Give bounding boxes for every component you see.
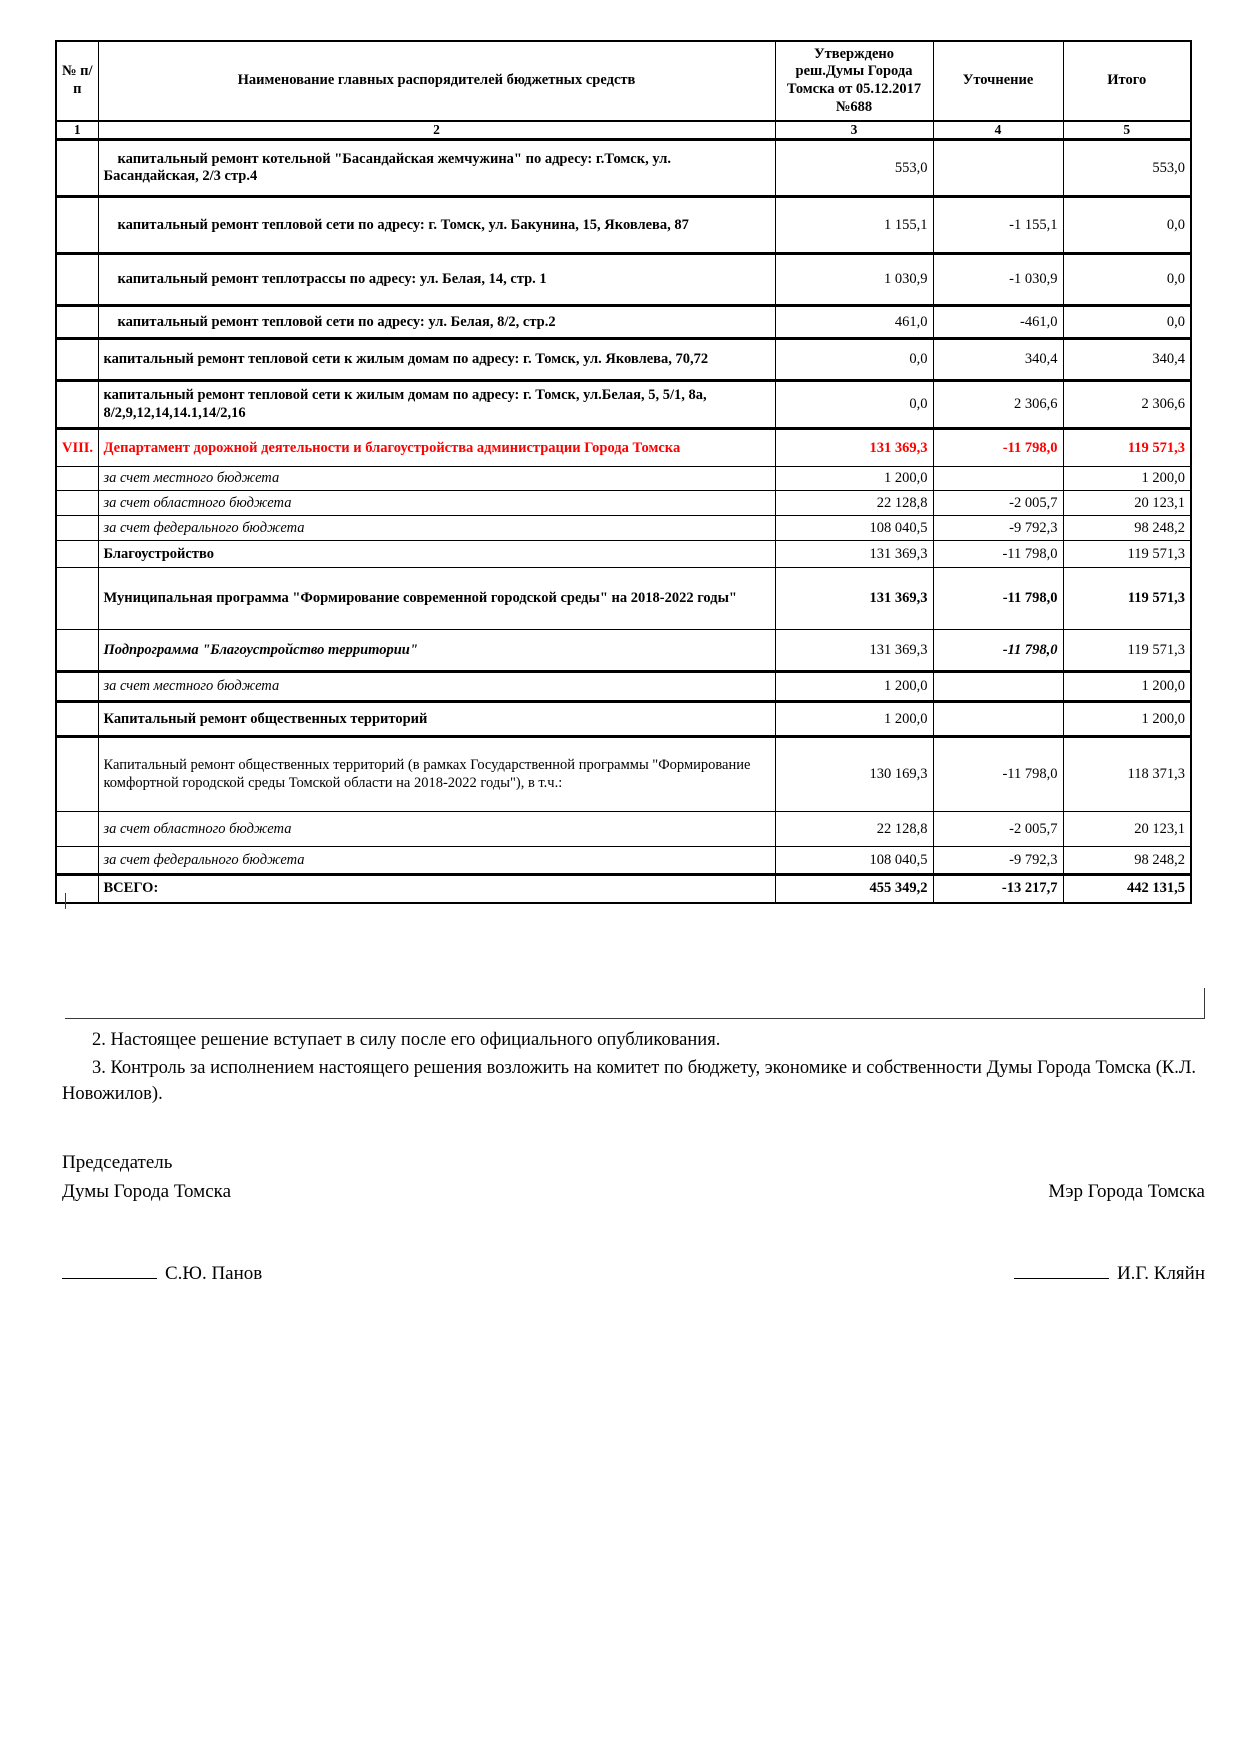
approved-value-cell: 131 369,3: [775, 568, 933, 630]
chairman-name: С.Ю. Панов: [165, 1262, 263, 1284]
approved-value-cell: 455 349,2: [775, 875, 933, 903]
table-row: [56, 812, 1191, 847]
row-label-cell: за счет федерального бюджета: [98, 847, 775, 875]
row-label-cell: за счет областного бюджета: [98, 491, 775, 516]
mayor-signature: [1014, 1259, 1205, 1288]
row-number-cell: [56, 672, 98, 702]
approved-value-cell: 22 128,8: [775, 812, 933, 847]
total-value-cell: 2 306,6: [1063, 381, 1191, 429]
row-number-cell: [56, 737, 98, 812]
signature-line: [62, 1277, 157, 1279]
adjustment-value-cell: [933, 672, 1063, 702]
adjustment-value-cell: -9 792,3: [933, 516, 1063, 541]
adjustment-value-cell: 2 306,6: [933, 381, 1063, 429]
total-value-cell: 340,4: [1063, 339, 1191, 381]
row-number-cell: [56, 140, 98, 197]
total-value-cell: 553,0: [1063, 140, 1191, 197]
approved-value-cell: 1 200,0: [775, 467, 933, 491]
approved-value-cell: 131 369,3: [775, 541, 933, 568]
total-value-cell: 1 200,0: [1063, 702, 1191, 737]
adjustment-value-cell: -11 798,0: [933, 630, 1063, 672]
budget-table: [55, 40, 1192, 904]
row-number-cell: [56, 568, 98, 630]
table-header-row: [56, 41, 1191, 121]
column-number: 5: [1063, 121, 1191, 140]
row-label-cell: капитальный ремонт тепловой сети к жилым домам по адресу: г. Томск, ул.Белая, 5, 5/1, 8а, 8/2,9,12,14,14.1,14/2,16: [98, 381, 775, 429]
row-number-cell: [56, 516, 98, 541]
resolution-paragraph: 2. Настоящее решение вступает в силу после его официального опубликования.: [92, 1030, 721, 1050]
resolution-paragraph: 3. Контроль за исполнением настоящего решения возложить на комитет по бюджету, экономике и собственности Думы Города Томска (К.Л. Новожилов).: [62, 1057, 1197, 1104]
row-number-cell: [56, 339, 98, 381]
approved-value-cell: 131 369,3: [775, 429, 933, 467]
row-label-cell: Капитальный ремонт общественных территорий: [98, 702, 775, 737]
row-label-cell: Благоустройство: [98, 541, 775, 568]
table-row: [56, 737, 1191, 812]
mayor-title: Мэр Города Томска: [1048, 1181, 1205, 1203]
row-label-cell: капитальный ремонт тепловой сети к жилым домам по адресу: г. Томск, ул. Яковлева, 70,72: [98, 339, 775, 381]
header-approved: Утверждено реш.Думы Города Томска от 05.12.2017 №688: [775, 41, 933, 121]
total-value-cell: 442 131,5: [1063, 875, 1191, 903]
approved-value-cell: 131 369,3: [775, 630, 933, 672]
approved-value-cell: 0,0: [775, 339, 933, 381]
row-label-cell: за счет местного бюджета: [98, 672, 775, 702]
row-number-cell: [56, 630, 98, 672]
adjustment-value-cell: -2 005,7: [933, 812, 1063, 847]
adjustment-value-cell: -1 030,9: [933, 254, 1063, 306]
row-number-cell: [56, 702, 98, 737]
row-label-cell: Капитальный ремонт общественных территорий (в рамках Государственной программы "Формирование комфортной городской среды Томской области на 2018-2022 годы"), в т.ч.:: [98, 737, 775, 812]
approved-value-cell: 1 200,0: [775, 672, 933, 702]
total-value-cell: 1 200,0: [1063, 672, 1191, 702]
total-value-cell: 98 248,2: [1063, 516, 1191, 541]
chairman-title-line1: Председатель: [62, 1152, 173, 1173]
approved-value-cell: 22 128,8: [775, 491, 933, 516]
adjustment-value-cell: 340,4: [933, 339, 1063, 381]
chairman-title-line2: Думы Города Томска: [62, 1181, 232, 1203]
row-label-cell: капитальный ремонт теплотрассы по адресу: ул. Белая, 14, стр. 1: [98, 254, 775, 306]
adjustment-value-cell: -461,0: [933, 306, 1063, 339]
table-row: [56, 541, 1191, 568]
signature-line: [1014, 1277, 1109, 1279]
signature-block: [62, 1148, 1205, 1288]
column-number: 4: [933, 121, 1063, 140]
table-row: [56, 491, 1191, 516]
row-label-cell: за счет местного бюджета: [98, 467, 775, 491]
row-number-cell: [56, 847, 98, 875]
adjustment-value-cell: -2 005,7: [933, 491, 1063, 516]
header-name: Наименование главных распорядителей бюджетных средств: [98, 41, 775, 121]
total-value-cell: 20 123,1: [1063, 491, 1191, 516]
total-value-cell: 1 200,0: [1063, 467, 1191, 491]
adjustment-value-cell: -11 798,0: [933, 568, 1063, 630]
row-label-cell: за счет областного бюджета: [98, 812, 775, 847]
table-row: [56, 702, 1191, 737]
row-number-cell: [56, 812, 98, 847]
row-number-cell: [56, 254, 98, 306]
table-row: [56, 568, 1191, 630]
table-row: [56, 875, 1191, 903]
adjustment-value-cell: [933, 702, 1063, 737]
total-value-cell: 20 123,1: [1063, 812, 1191, 847]
adjustment-value-cell: [933, 140, 1063, 197]
mayor-name: И.Г. Кляйн: [1116, 1262, 1205, 1284]
row-number-cell: [56, 875, 98, 903]
row-label-cell: капитальный ремонт тепловой сети по адресу: г. Томск, ул. Бакунина, 15, Яковлева, 87: [98, 197, 775, 254]
chairman-signature: [62, 1259, 262, 1288]
approved-value-cell: 0,0: [775, 381, 933, 429]
header-num: № п/п: [56, 41, 98, 121]
adjustment-value-cell: -11 798,0: [933, 541, 1063, 568]
adjustment-value-cell: [933, 467, 1063, 491]
table-row: [56, 672, 1191, 702]
table-row: [56, 429, 1191, 467]
table-row: [56, 306, 1191, 339]
table-row: [56, 630, 1191, 672]
row-label-cell: капитальный ремонт тепловой сети по адресу: ул. Белая, 8/2, стр.2: [98, 306, 775, 339]
total-value-cell: 0,0: [1063, 197, 1191, 254]
table-row: [56, 339, 1191, 381]
table-row: [56, 254, 1191, 306]
adjustment-value-cell: -11 798,0: [933, 737, 1063, 812]
adjustment-value-cell: -9 792,3: [933, 847, 1063, 875]
row-number-cell: [56, 541, 98, 568]
approved-value-cell: 108 040,5: [775, 516, 933, 541]
budget-table-body: [56, 41, 1191, 903]
total-value-cell: 119 571,3: [1063, 429, 1191, 467]
approved-value-cell: 1 030,9: [775, 254, 933, 306]
table-row: [56, 140, 1191, 197]
total-value-cell: 119 571,3: [1063, 568, 1191, 630]
approved-value-cell: 1 200,0: [775, 702, 933, 737]
total-value-cell: 119 571,3: [1063, 630, 1191, 672]
row-number-cell: [56, 306, 98, 339]
row-number-cell: VIII.: [56, 429, 98, 467]
row-label-cell: за счет федерального бюджета: [98, 516, 775, 541]
row-label-cell: Подпрограмма "Благоустройство территории": [98, 630, 775, 672]
approved-value-cell: 553,0: [775, 140, 933, 197]
column-number: 3: [775, 121, 933, 140]
table-frame-bottom-border: [65, 1018, 1205, 1019]
row-number-cell: [56, 381, 98, 429]
approved-value-cell: 108 040,5: [775, 847, 933, 875]
table-row: [56, 516, 1191, 541]
total-value-cell: 0,0: [1063, 306, 1191, 339]
total-value-cell: 98 248,2: [1063, 847, 1191, 875]
table-row: [56, 197, 1191, 254]
row-number-cell: [56, 197, 98, 254]
resolution-paragraphs: [62, 1028, 1207, 1110]
approved-value-cell: 1 155,1: [775, 197, 933, 254]
column-number: 2: [98, 121, 775, 140]
total-value-cell: 118 371,3: [1063, 737, 1191, 812]
table-row: [56, 467, 1191, 491]
row-number-cell: [56, 467, 98, 491]
row-number-cell: [56, 491, 98, 516]
row-label-cell: капитальный ремонт котельной "Басандайская жемчужина" по адресу: г.Томск, ул. Басандайская, 2/3 стр.4: [98, 140, 775, 197]
row-label-cell: Муниципальная программа "Формирование современной городской среды" на 2018-2022 годы": [98, 568, 775, 630]
total-value-cell: 0,0: [1063, 254, 1191, 306]
row-label-cell: ВСЕГО:: [98, 875, 775, 903]
header-adjustment: Уточнение: [933, 41, 1063, 121]
table-frame-left-tick: [65, 893, 66, 909]
adjustment-value-cell: -1 155,1: [933, 197, 1063, 254]
adjustment-value-cell: -11 798,0: [933, 429, 1063, 467]
adjustment-value-cell: -13 217,7: [933, 875, 1063, 903]
table-frame-right-tick: [1204, 988, 1205, 1018]
table-row: [56, 847, 1191, 875]
approved-value-cell: 130 169,3: [775, 737, 933, 812]
column-number: 1: [56, 121, 98, 140]
table-row: [56, 381, 1191, 429]
header-total: Итого: [1063, 41, 1191, 121]
column-numbers-row: [56, 121, 1191, 140]
row-label-cell: Департамент дорожной деятельности и благоустройства администрации Города Томска: [98, 429, 775, 467]
total-value-cell: 119 571,3: [1063, 541, 1191, 568]
approved-value-cell: 461,0: [775, 306, 933, 339]
